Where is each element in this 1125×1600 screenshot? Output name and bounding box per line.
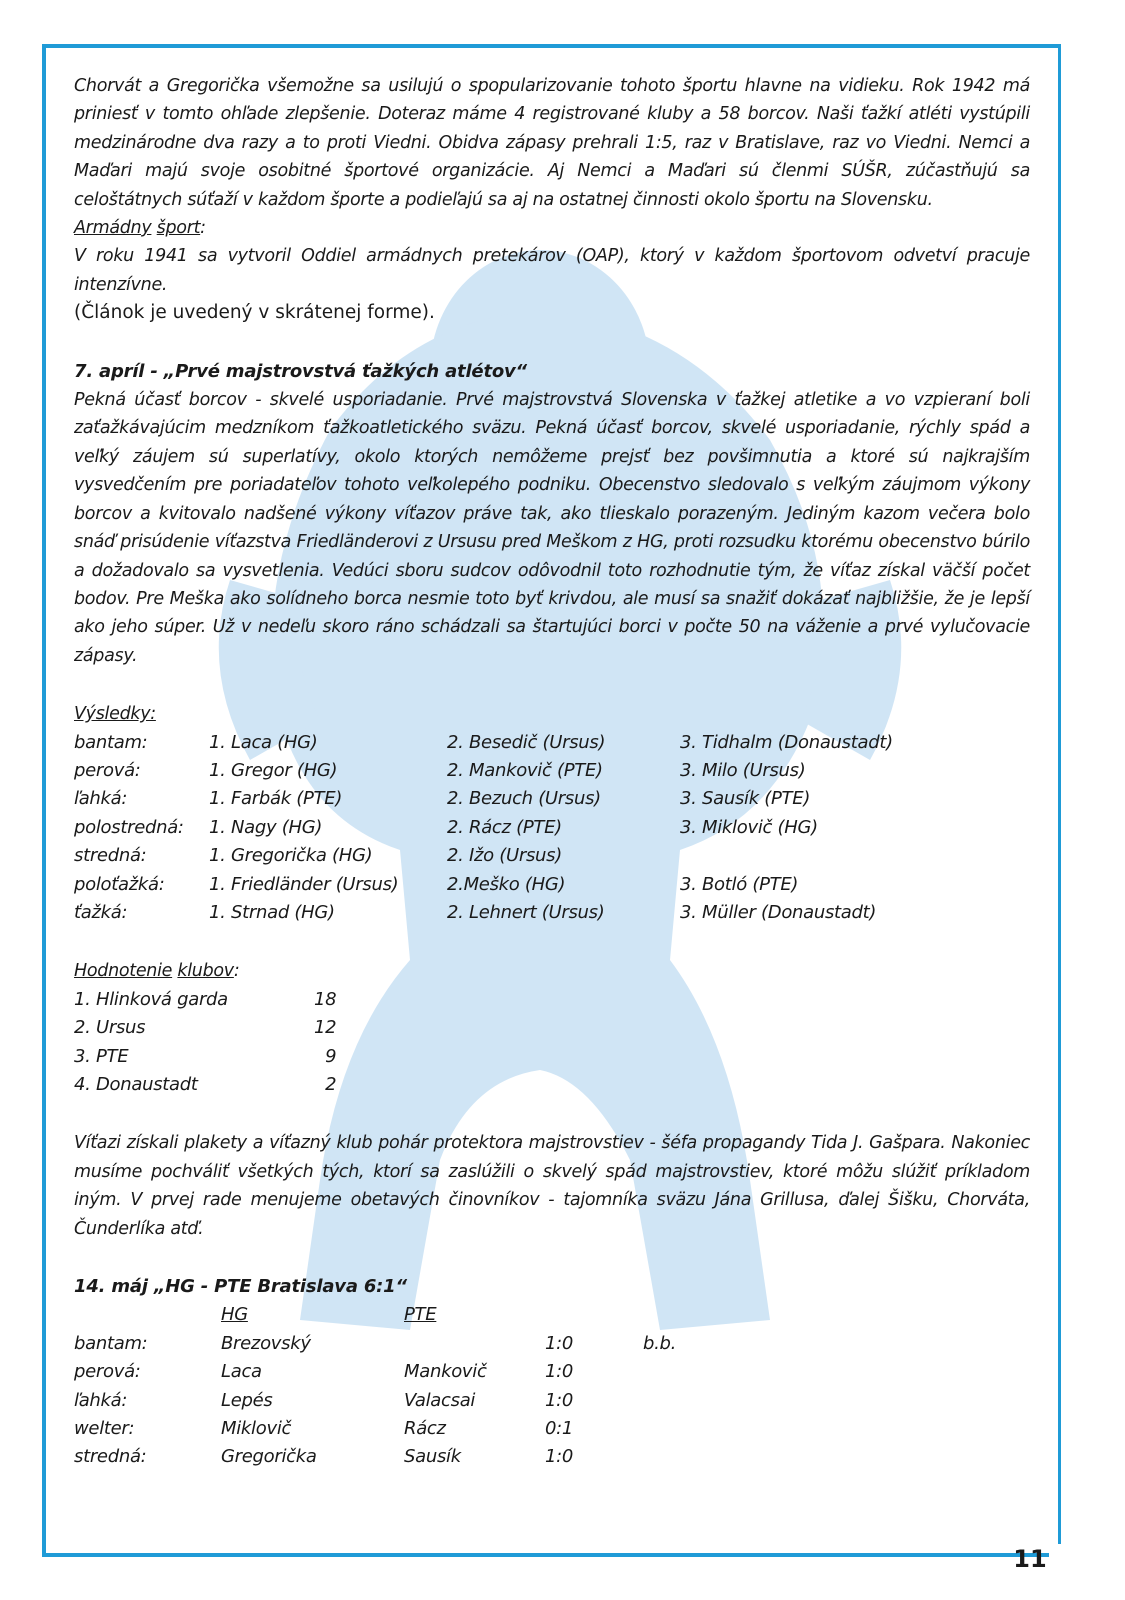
results-second: 2. Rácz (PTE) (447, 816, 562, 838)
april-paragraph: Pekná účasť borcov - skvelé usporiadanie. Prvé majstrovstvá Slovenska v ťažkej atletike a vo vzpieraní boli zaťažkávajúcim medzníkom ťažkoatletického sväzu. Pekná účasť borcov, skvelé usporiadanie, rýchly spád a veľký záujem sú superlatívy, okolo ktorých nemôžeme prejsť bez povšimnutia a ktoré sú najkrajším vysvedčením pre poriadateľov tohoto veľkolepého podniku. Obecenstvo sledovalo s veľkým záujmom výkony borcov a kvitovalo nadšené výkony víťazov práve tak, ako tlieskalo porazeným. Jediným kazom večera bolo snáď prisúdenie víťazstva Friedländerovi z Ursusu pred Meškom z HG, proti rozsudku ktorému obecenstvo búrilo a dožadovalo sa vysvetlenia. Vedúci sboru sudcov odôvodnil toto rozhodnutie tým, že víťaz získal väčší počet bodov. Pre Meška ako solídneho borca nesmie toto byť krivdou, ale musí sa snažiť dokázať najbližšie, že je lepší ako jeho súper. Už v nedeľu skoro ráno schádzali sa štartujúci borci v počte 50 na váženie a prvé vylučovacie zápasy. (74, 390, 1030, 666)
match-hg: Gregorička (221, 1446, 317, 1468)
results-third: 3. Miklovič (HG) (680, 816, 818, 838)
section-title-april: 7. apríl - „Prvé majstrovstvá ťažkých atlétov“ (74, 360, 527, 382)
match-note (643, 1387, 676, 1415)
results-heading (74, 700, 1030, 728)
match-table (74, 1301, 676, 1471)
match-note (643, 1443, 676, 1471)
table-row (74, 1443, 676, 1471)
intro-paragraph: Chorvát a Gregorička všemožne sa usilujú o spopularizovanie tohoto športu hlavne na vidieku. Rok 1942 má priniesť v tomto ohľade zlepšenie. Doteraz máme 4 registrované kluby a 58 borcov. Naši ťažkí atléti vystúpili medzinárodne dva razy a to proti Viedni. Obidva zápasy prehrali 1:5, raz v Bratislave, raz vo Viedni. Nemci a Maďari majú svoje osobitné športové organizácie. Aj Nemci a Maďari sú členmi SÚŠR, zúčastňujú sa celoštátnych súťaží v každom športe a podieľajú sa aj na ostatnej činnosti okolo športu na Slovensku. (74, 76, 1030, 210)
club-name: 1. Hlinková garda (74, 988, 228, 1010)
table-row (74, 871, 893, 899)
club-name: 2. Ursus (74, 1017, 146, 1039)
results-first: 1. Strnad (HG) (209, 901, 335, 923)
club-points: 12 (314, 1017, 337, 1039)
results-second: 2. Bezuch (Ursus) (447, 788, 601, 810)
results-third: 3. Milo (Ursus) (680, 759, 806, 781)
results-second: 2. Mankovič (PTE) (447, 759, 603, 781)
results-category: polostredná: (74, 816, 184, 838)
results-third: 3. Müller (Donaustadt) (680, 901, 877, 923)
table-row (74, 1043, 336, 1071)
army-sport-heading (74, 214, 1030, 242)
results-category: ľahká: (74, 788, 128, 810)
results-third (680, 842, 893, 870)
closing-paragraph: Víťazi získali plakety a víťazný klub pohár protektora majstrovstiev - šéfa propagandy Tida J. Gašpara. Nakoniec musíme pochváliť všetkých tých, ktorí sa zaslúžili o skvelý spád majstrovstiev, ktoré môžu slúžiť príkladom iným. V prvej rade menujeme obetavých činovníkov - tajomníka sväzu Jána Grillusa, ďalej Šišku, Chorváta, Čunderlíka atď. (74, 1133, 1030, 1239)
match-note (643, 1415, 676, 1443)
results-second: 2.Meško (HG) (447, 873, 566, 895)
clubs-label-word2: klubov (177, 961, 234, 982)
club-name: 3. PTE (74, 1045, 129, 1067)
results-category: poloťažká: (74, 873, 165, 895)
table-row (74, 899, 893, 927)
table-row (74, 1071, 336, 1099)
match-category: ľahká: (74, 1389, 128, 1411)
table-header-row (74, 1301, 676, 1329)
section-title-may: 14. máj „HG - PTE Bratislava 6:1“ (74, 1276, 407, 1298)
article-body (74, 72, 1030, 1472)
results-category: ťažká: (74, 901, 128, 923)
match-pte: Rácz (404, 1418, 446, 1440)
results-table (74, 729, 893, 928)
results-third: 3. Tidhalm (Donaustadt) (680, 731, 893, 753)
army-heading-colon: : (200, 218, 206, 239)
army-heading-word2: šport (156, 218, 201, 239)
match-category: stredná: (74, 1446, 147, 1468)
match-pte: Valacsai (404, 1389, 476, 1411)
results-first: 1. Laca (HG) (209, 731, 318, 753)
match-score: 1:0 (545, 1389, 574, 1411)
match-category: bantam: (74, 1332, 148, 1354)
results-third: 3. Sausík (PTE) (680, 788, 811, 810)
match-category: perová: (74, 1361, 141, 1383)
results-first: 1. Friedländer (Ursus) (209, 873, 399, 895)
club-name: 4. Donaustadt (74, 1074, 198, 1095)
results-second: 2. Besedič (Ursus) (447, 731, 606, 753)
table-row (74, 842, 893, 870)
results-category: perová: (74, 759, 141, 781)
results-third: 3. Botló (PTE) (680, 873, 799, 895)
club-standings-table (74, 986, 336, 1100)
club-points: 18 (314, 988, 337, 1010)
results-first: 1. Nagy (HG) (209, 816, 323, 838)
table-row (74, 814, 893, 842)
table-row (74, 729, 893, 757)
results-first: 1. Gregor (HG) (209, 759, 338, 781)
results-label: Výsledky: (74, 704, 156, 725)
table-row (74, 1330, 676, 1358)
club-points: 2 (325, 1074, 337, 1095)
column-header-hg: HG (221, 1304, 248, 1326)
army-heading-word1: Armádny (74, 218, 152, 239)
column-header-pte: PTE (404, 1304, 437, 1326)
match-hg: Brezovský (221, 1332, 311, 1354)
match-pte: Mankovič (404, 1361, 487, 1383)
match-hg: Laca (221, 1361, 262, 1383)
table-row (74, 1358, 676, 1386)
match-score: 1:0 (545, 1446, 574, 1468)
clubs-label-colon: : (233, 961, 240, 982)
table-row (74, 1387, 676, 1415)
match-hg: Lepés (221, 1389, 273, 1411)
match-score: 1:0 (545, 1361, 574, 1383)
table-row (74, 1014, 336, 1042)
results-second: 2. Ižo (Ursus) (447, 845, 562, 867)
results-category: bantam: (74, 731, 148, 753)
match-pte (404, 1330, 545, 1358)
results-first: 1. Farbák (PTE) (209, 788, 343, 810)
table-row (74, 785, 893, 813)
match-pte: Sausík (404, 1446, 461, 1468)
match-category: welter: (74, 1418, 135, 1440)
clubs-heading (74, 957, 1030, 985)
results-category: stredná: (74, 845, 147, 867)
match-hg: Miklovič (221, 1418, 292, 1440)
abridged-note: (Článok je uvedený v skrátenej forme). (74, 302, 435, 324)
match-score: 1:0 (545, 1332, 574, 1354)
page-number: 11 (1013, 1545, 1047, 1573)
table-row (74, 1415, 676, 1443)
clubs-label-word1: Hodnotenie (74, 961, 173, 982)
match-score: 0:1 (545, 1418, 574, 1440)
results-first: 1. Gregorička (HG) (209, 845, 373, 867)
army-paragraph: V roku 1941 sa vytvoril Oddiel armádnych pretekárov (OAP), ktorý v každom športovom odvetví pracuje intenzívne. (74, 246, 1030, 295)
results-second: 2. Lehnert (Ursus) (447, 901, 605, 923)
match-note (643, 1358, 676, 1386)
match-note: b.b. (643, 1332, 677, 1354)
club-points: 9 (325, 1045, 337, 1067)
table-row (74, 757, 893, 785)
table-row (74, 986, 336, 1014)
